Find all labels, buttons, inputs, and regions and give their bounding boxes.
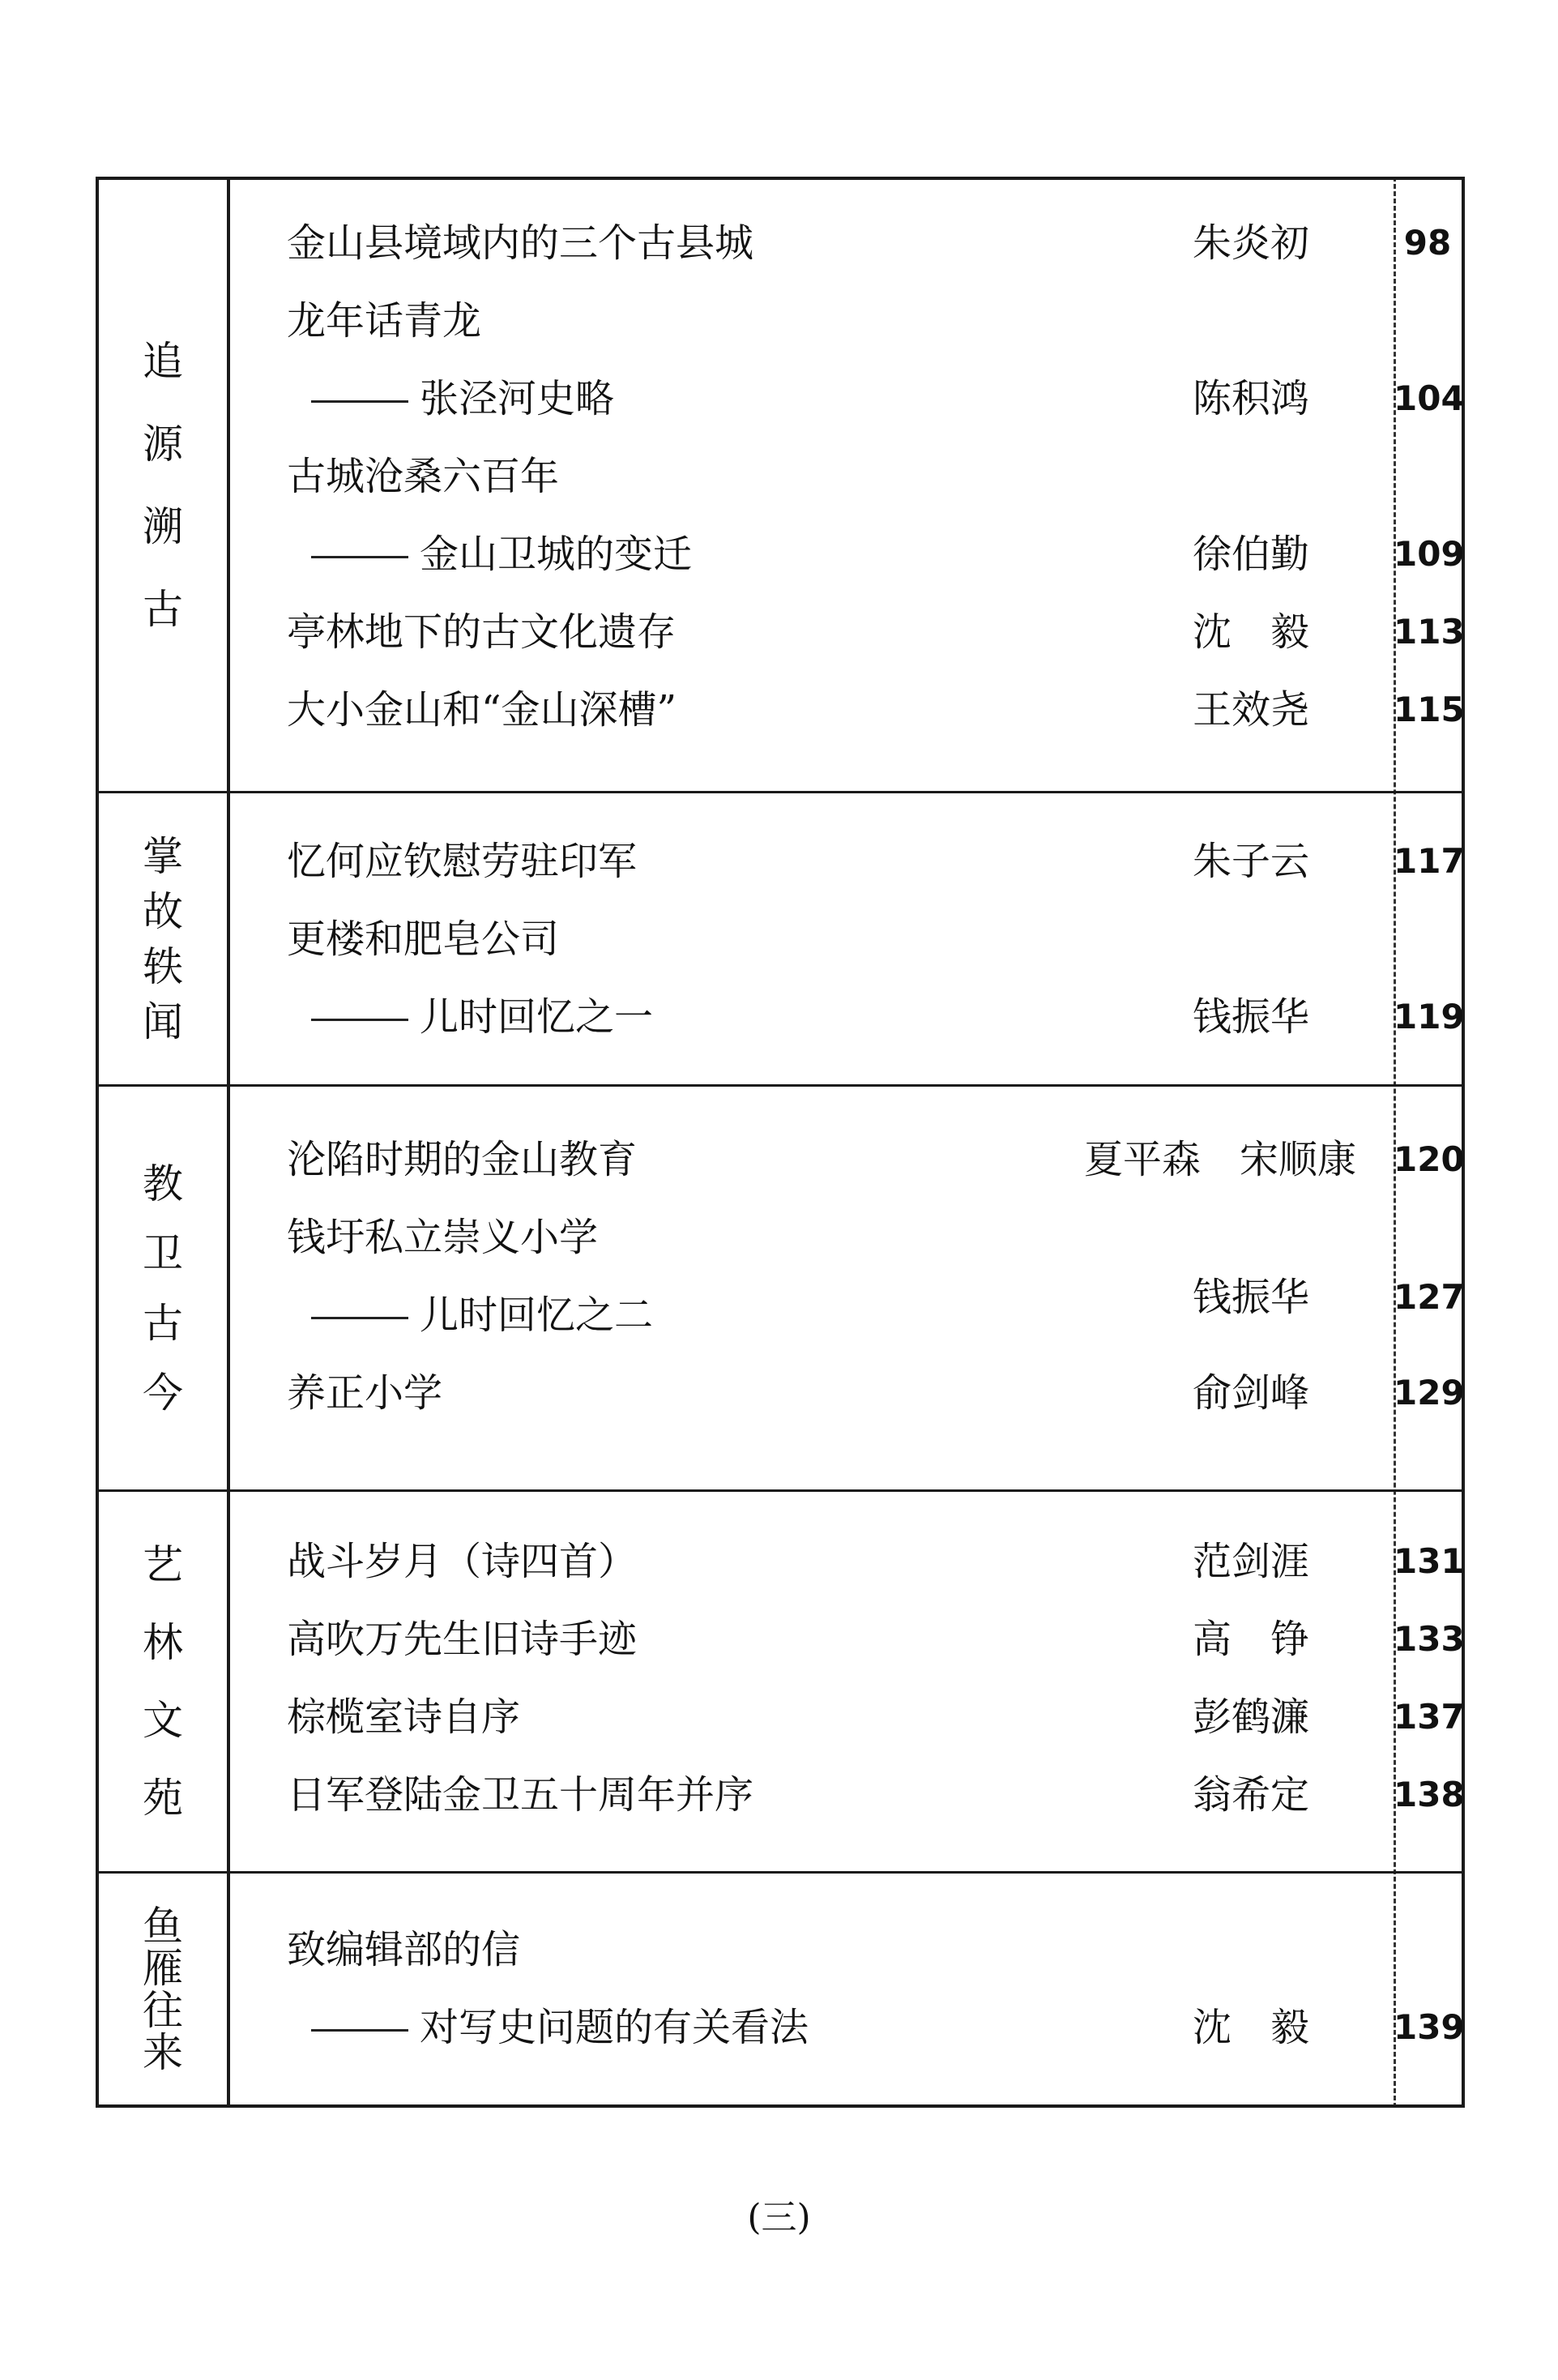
entry-page: 131 [1394,1541,1465,1581]
section-label [99,1492,230,1871]
toc-section [99,180,1465,793]
section-label [99,793,230,1084]
toc-entry[interactable] [230,360,1465,438]
entry-title: 忆何应钦慰劳驻印军 [287,839,638,884]
entry-page: 104 [1394,378,1465,418]
entry-title: 养正小学 [287,1370,443,1416]
entry-title: 更楼和肥皂公司 [287,917,560,962]
section-label-char: 艺 [143,1541,183,1588]
entry-subtitle: 对写史问题的有关看法 [420,2005,809,2050]
toc-section [99,793,1465,1087]
dash-divider [311,1317,408,1319]
entry-page: 138 [1394,1775,1465,1814]
entry-page: 113 [1394,612,1465,652]
entry-author: 陈积鸿 [1192,376,1309,421]
section-label-char: 往 [143,1986,183,2034]
toc-entry[interactable] [230,978,1465,1056]
entry-author: 夏平森 宋顺康 [1083,1137,1356,1182]
entry-title: 钱圩私立崇义小学 [287,1215,599,1260]
section-entries [230,1087,1465,1489]
toc-entry[interactable] [230,823,1465,900]
section-label-char: 文 [143,1697,183,1744]
entry-title: 日军登陆金卫五十周年并序 [287,1772,754,1818]
entry-author: 翁希定 [1192,1772,1309,1818]
toc-entry[interactable] [230,515,1465,593]
toc-entry[interactable] [230,1199,1462,1276]
entry-author: 沈 毅 [1192,2005,1309,2050]
toc-entry[interactable] [230,1354,1465,1432]
toc-entry[interactable] [230,1911,1462,1989]
toc-section [99,1874,1465,2104]
entry-page: 120 [1394,1139,1465,1179]
section-label-char: 雁 [143,1944,183,1992]
section-label-char: 古 [143,1299,183,1347]
toc-entry[interactable] [230,1678,1465,1756]
toc-entry[interactable] [230,438,1462,515]
entry-title: 金山县境域内的三个古县城 [287,220,754,266]
entry-author: 高 铮 [1192,1617,1309,1662]
entry-author: 王效尧 [1192,687,1309,733]
entry-title: 龙年话青龙 [287,298,482,344]
entry-page: 127 [1394,1277,1465,1317]
toc-entry[interactable] [230,1523,1465,1600]
entry-page: 137 [1394,1697,1465,1737]
section-label-char: 鱼 [143,1902,183,1950]
entry-title: 大小金山和“金山深槽” [287,687,677,733]
section-label-char: 溯 [143,503,183,550]
section-label-char: 轶 [143,942,183,990]
entry-author: 沈 毅 [1192,609,1309,655]
entry-title: 古城沧桑六百年 [287,454,560,499]
section-label-char: 卫 [143,1229,183,1277]
toc-entry[interactable] [230,900,1462,978]
toc-entry[interactable] [230,1756,1465,1834]
entry-subtitle: 张泾河史略 [420,376,615,421]
entry-title: 亭林地下的古文化遗存 [287,609,677,655]
section-entries [230,180,1465,791]
entry-page: 115 [1394,690,1465,729]
entry-title: 棕榄室诗自序 [287,1694,521,1740]
section-entries [230,1874,1465,2104]
toc-entry[interactable] [230,1121,1465,1199]
page-marker: (三) [747,2197,811,2238]
section-label-char: 源 [143,421,183,468]
section-label [99,1874,230,2104]
section-label-char: 古 [143,586,183,633]
entry-subtitle: 儿时回忆之一 [420,994,654,1040]
entry-author: 朱子云 [1192,839,1309,884]
toc-entry[interactable] [230,1275,1465,1354]
section-entries [230,793,1465,1084]
section-label-char: 追 [143,338,183,385]
section-label-char: 教 [143,1160,183,1207]
entry-page: 109 [1394,534,1465,574]
toc-entry[interactable] [230,593,1465,671]
dash-divider [311,556,408,558]
entry-title: 沦陷时期的金山教育 [287,1137,638,1182]
dash-divider [311,400,408,403]
section-label-char: 故 [143,887,183,935]
toc-section [99,1087,1465,1492]
section-label-char: 闻 [143,998,183,1045]
table-of-contents [96,177,1465,2108]
entry-author: 朱炎初 [1192,220,1309,266]
section-label-char: 林 [143,1619,183,1666]
entry-page: 119 [1394,997,1465,1036]
dash-divider [311,2029,408,2032]
toc-entry[interactable] [230,1989,1465,2066]
section-label-char: 掌 [143,832,183,880]
entry-author: 俞剑峰 [1192,1370,1309,1416]
entry-page: 117 [1394,841,1465,881]
entry-subtitle: 儿时回忆之二 [420,1293,654,1338]
entry-page: 133 [1394,1619,1465,1659]
entry-page: 129 [1394,1373,1465,1412]
section-label [99,1087,230,1489]
section-entries [230,1492,1465,1871]
entry-page: 98 [1403,223,1452,263]
entry-author: 钱振华 [1192,994,1309,1040]
section-label-char: 今 [143,1369,183,1416]
toc-entry[interactable] [230,282,1462,360]
entry-author: 钱振华 [1192,1275,1309,1320]
entry-title: 致编辑部的信 [287,1927,521,1972]
entry-author: 徐伯勤 [1192,532,1309,577]
entry-title: 战斗岁月（诗四首） [287,1539,638,1584]
entry-title: 高吹万先生旧诗手迹 [287,1617,638,1662]
toc-entry[interactable] [230,671,1465,749]
section-label [99,180,230,791]
section-label-char: 苑 [143,1775,183,1822]
entry-page: 139 [1394,2007,1465,2047]
section-label-char: 来 [143,2028,183,2076]
entry-author: 范剑涯 [1192,1539,1309,1584]
toc-section [99,1492,1465,1874]
toc-entry[interactable] [230,204,1462,282]
toc-entry[interactable] [230,1600,1465,1678]
dash-divider [311,1019,408,1021]
entry-subtitle: 金山卫城的变迁 [420,532,693,577]
entry-author: 彭鹤濂 [1192,1694,1309,1740]
